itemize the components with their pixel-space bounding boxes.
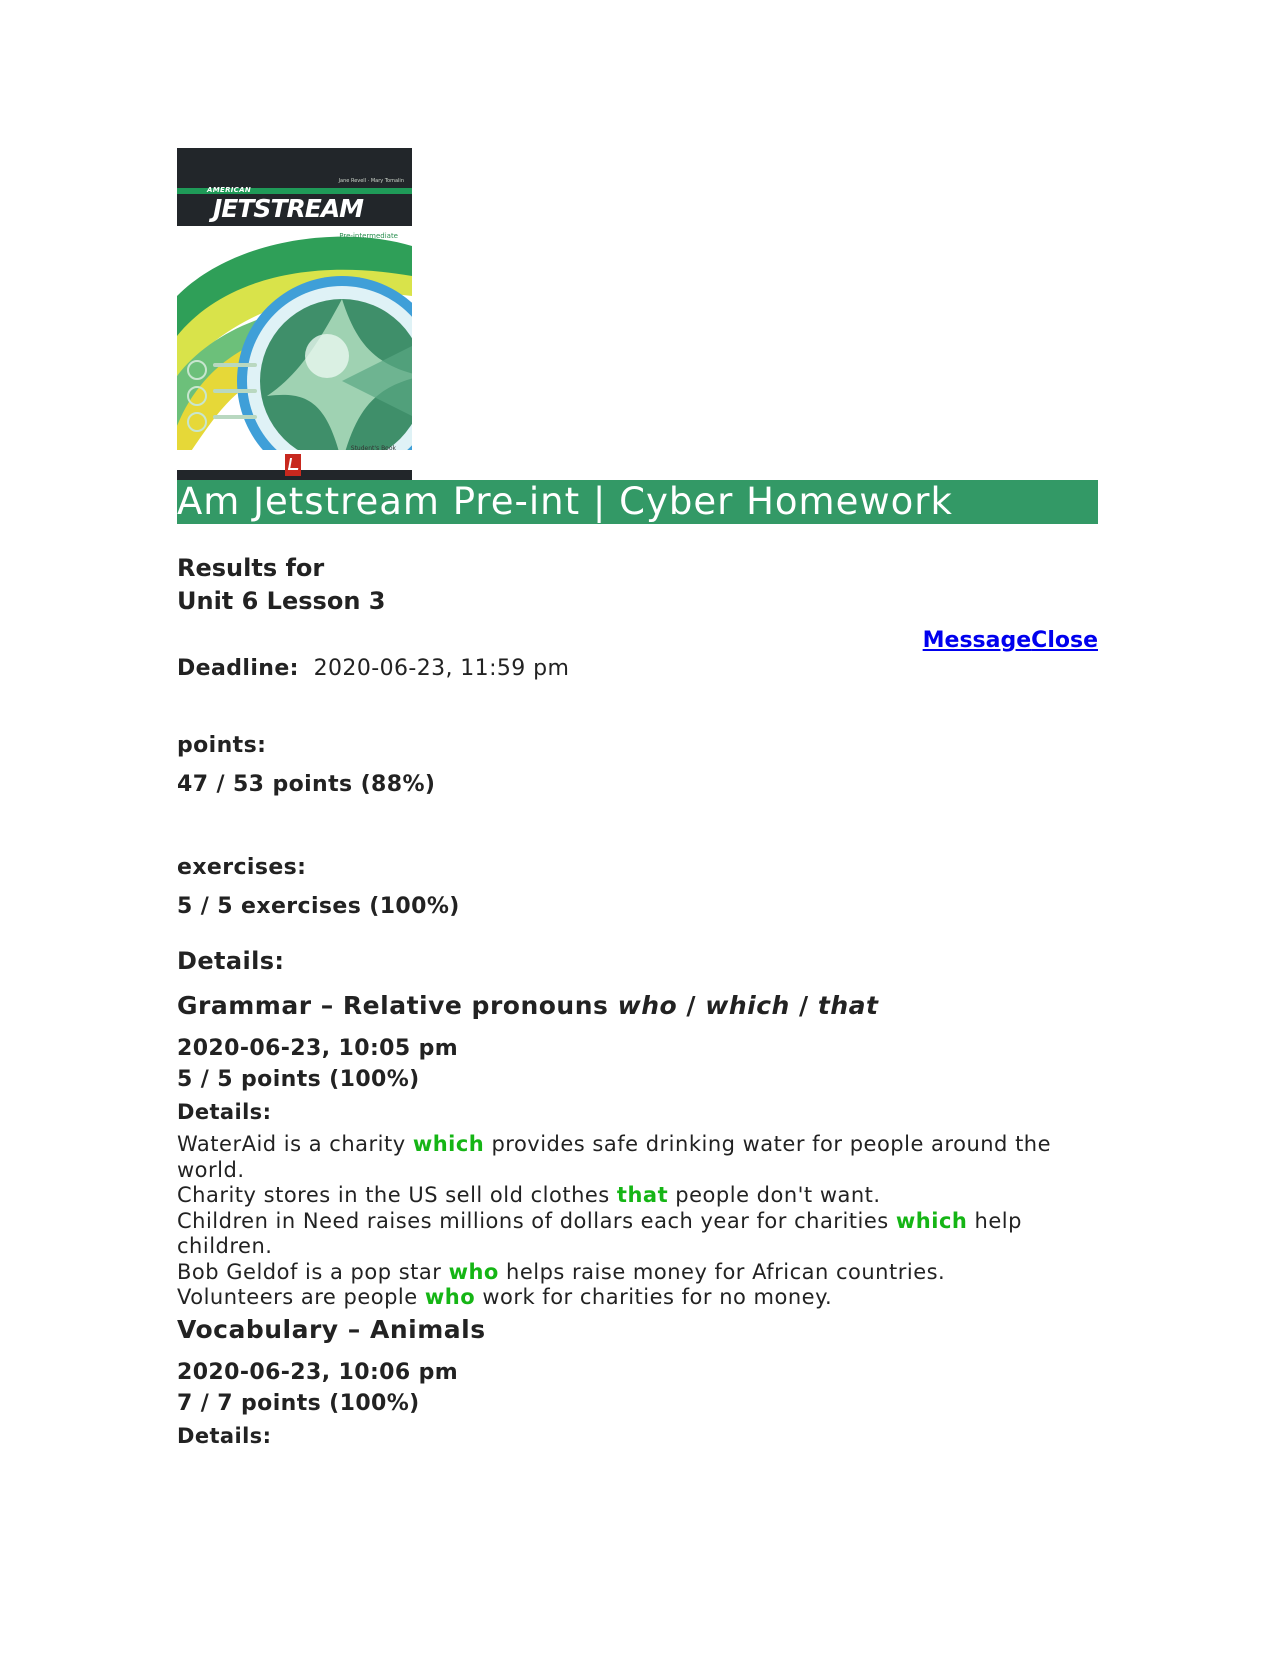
sentence-text: Bob Geldof is a pop star	[177, 1259, 449, 1284]
answer-sentence	[177, 1260, 1098, 1286]
answer-word: who	[424, 1285, 476, 1309]
answer-word: which	[412, 1132, 485, 1156]
cover-book-type: Student's Book	[350, 445, 396, 452]
homework-results-page	[177, 148, 1098, 1448]
close-link[interactable]: Close	[1031, 628, 1098, 653]
answer-word: who	[448, 1259, 499, 1284]
cover-feature-icon	[187, 412, 207, 432]
deadline-value: 2020-06-23, 11:59 pm	[313, 656, 570, 681]
exercise-title: Vocabulary – Animals	[177, 1314, 486, 1344]
exercise-title-word: who	[617, 991, 678, 1020]
action-links	[177, 628, 1098, 656]
cover-level: Pre-intermediate	[339, 232, 398, 240]
sentence-text: helps raise money for African countries.	[498, 1259, 946, 1284]
sentence-text: Children in Need raises millions of dollars each year for charities	[177, 1208, 896, 1233]
cover-feature-text	[213, 389, 257, 393]
results-line-2: Unit 6 Lesson 3	[177, 587, 386, 615]
exercise-answers	[177, 1132, 1098, 1311]
exercise-title-sep: /	[789, 991, 818, 1020]
results-line-1: Results for	[177, 554, 325, 582]
exercises-value: 5 / 5 exercises (100%)	[177, 894, 460, 919]
cover-artwork	[177, 226, 412, 470]
cover-feature-icon	[187, 386, 207, 406]
sentence-text: provides safe drinking water for people around the world.	[177, 1132, 1052, 1182]
message-link[interactable]: Message	[922, 628, 1032, 653]
answer-sentence	[177, 1285, 1098, 1311]
sentence-text: Volunteers are people	[177, 1285, 425, 1309]
exercise-date: 2020-06-23, 10:05 pm	[177, 1036, 459, 1061]
cover-feature-icon	[187, 360, 207, 380]
points-label: points:	[177, 733, 267, 758]
page-title-banner: Am Jetstream Pre-int | Cyber Homework	[177, 480, 1098, 524]
cover-brand: JETSTREAM	[213, 194, 364, 223]
answer-sentence	[177, 1209, 1098, 1260]
exercise-title-word: that	[817, 991, 879, 1020]
deadline-label: Deadline:	[177, 656, 299, 681]
exercise-title-sep: /	[677, 991, 706, 1020]
answer-word: that	[616, 1183, 669, 1207]
cover-feature-text	[213, 363, 257, 367]
cover-brand-top: AMERICAN	[207, 186, 251, 194]
sentence-text: WaterAid is a charity	[177, 1132, 413, 1156]
sentence-text: people don't want.	[668, 1183, 881, 1207]
sentence-text: Charity stores in the US sell old clothes	[177, 1183, 617, 1207]
exercises-label: exercises:	[177, 855, 307, 880]
book-cover-image	[177, 148, 412, 480]
answer-sentence	[177, 1183, 1098, 1209]
answer-word: which	[895, 1208, 968, 1233]
exercise-title	[177, 991, 1098, 1020]
exercise-date: 2020-06-23, 10:06 pm	[177, 1359, 459, 1385]
exercise-details-label: Details:	[177, 1423, 272, 1448]
cover-feature-text	[213, 415, 257, 419]
deadline-row	[177, 656, 1098, 681]
sentence-text: work for charities for no money.	[475, 1285, 833, 1309]
cover-authors: Jane Revell · Mary Tomalin	[338, 178, 404, 184]
exercise-score: 5 / 5 points (100%)	[177, 1067, 420, 1092]
exercise-title-text: Grammar – Relative pronouns	[177, 991, 618, 1020]
sentence-text: help children.	[177, 1208, 1022, 1258]
answer-sentence	[177, 1132, 1098, 1183]
points-value: 47 / 53 points (88%)	[177, 772, 436, 797]
exercise-details-label: Details:	[177, 1100, 272, 1124]
exercise-score: 7 / 7 points (100%)	[177, 1390, 420, 1416]
exercise-title-word: which	[705, 991, 790, 1020]
publisher-logo-icon	[285, 454, 301, 476]
results-heading	[177, 552, 1098, 618]
details-heading: Details:	[177, 947, 285, 975]
